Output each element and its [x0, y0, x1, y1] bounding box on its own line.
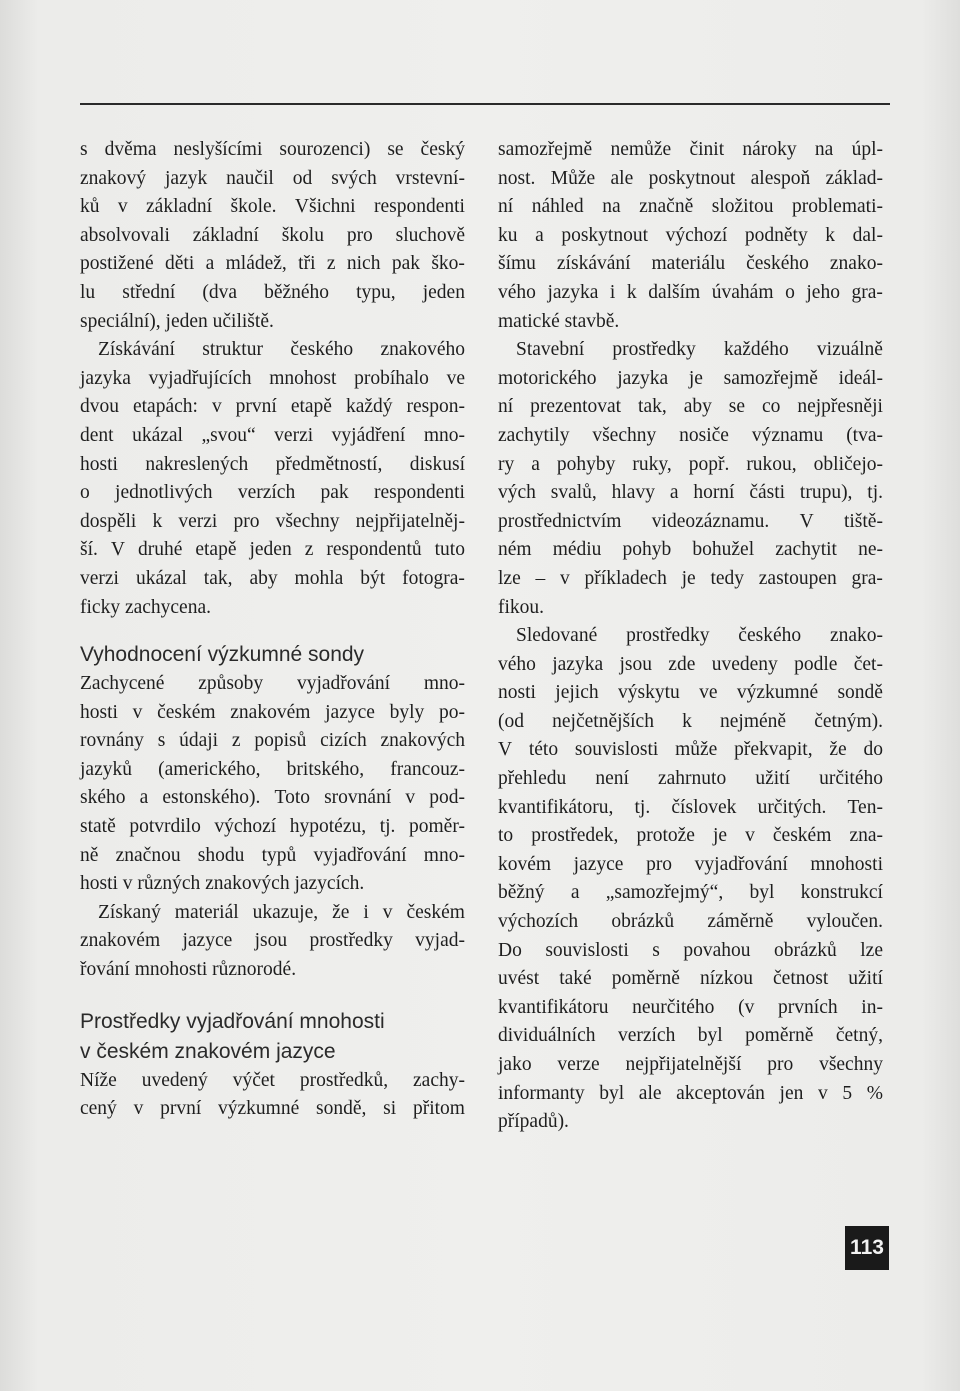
text-line: Do souvislosti s povahou obrázků lze [498, 939, 883, 961]
text-line: Sledované prostředky českého znako- [516, 625, 883, 647]
paragraph [498, 336, 883, 622]
text-line: zachytily všechny nosiče významu (tva- [498, 424, 883, 446]
text-line: rovnány s údaji z popisů cizích znakových [80, 730, 465, 752]
text-line: dvou etapách: v první etapě každý respon- [80, 396, 465, 418]
text-line: ší. V druhé etapě jeden z respondentů tuto [80, 539, 465, 561]
text-line: jako verze nejpřijatelnější pro všechny [498, 1054, 883, 1075]
text-line: ků v základní škole. Všichni respondenti [80, 196, 465, 218]
paragraph [80, 336, 465, 622]
text-line: informanty byl ale akceptován jen v 5 % [498, 1082, 883, 1104]
text-line: Níže uvedený výčet prostředků, zachy- [80, 1069, 465, 1091]
section-heading: Vyhodnocení výzkumné sondy [80, 643, 365, 667]
text-line: nosti jejich výskytu ve výzkumné sondě [498, 682, 883, 704]
text-line: ní náhled na značně složitou problemati- [498, 196, 883, 218]
text-line: kvantifikátoru neurčitého (v prvních in- [498, 996, 883, 1018]
text-line: případů). [498, 1111, 569, 1133]
paragraph [498, 136, 883, 336]
text-line: absolvovali základní školu pro sluchově [80, 224, 465, 246]
text-line: ně značnou shodu typů vyjadřování mno- [80, 844, 465, 866]
text-line: ry a pohyby ruky, popř. rukou, obličejo- [498, 453, 883, 475]
section-heading-line: Prostředky vyjadřování mnohosti [80, 1009, 385, 1033]
text-line: o jednotlivých verzích pak respondenti [80, 482, 465, 504]
text-line: šímu získávání materiálu českého znako- [498, 253, 883, 275]
text-line: uvést také poměrně nízkou četnost užití [498, 968, 883, 990]
text-line: jazyků (amerického, britského, francouz- [80, 758, 465, 780]
text-line: cený v první výzkumné sondě, si přitom [80, 1098, 465, 1120]
text-line: matické stavbě. [498, 310, 620, 332]
header-rule [80, 103, 890, 105]
text-line: lze – v příkladech je tedy zastoupen gra- [498, 567, 883, 589]
text-line: Získávání struktur českého znakového [98, 339, 465, 361]
text-line: V této souvislosti může překvapit, že do [498, 739, 883, 761]
text-line: (od nejčetnějších k nejméně četným). [498, 710, 883, 732]
text-line: přehledu není zahrnuto užití určitého [498, 768, 883, 790]
left-column [80, 136, 465, 1124]
paragraph [80, 136, 465, 336]
text-line: znakovém jazyce jsou prostředky vyjad- [80, 930, 465, 952]
text-line: statě potvrdilo výchozí hypotézu, tj. poměr- [80, 816, 465, 838]
text-line: kovém jazyce pro vyjadřování mnohosti [498, 853, 883, 875]
text-line: vých svalů, hlavy a horní části trupu), tj. [498, 482, 883, 504]
text-line: kvantifikátoru, tj. číslovek určitých. Ten- [498, 796, 883, 818]
page-number: 113 [845, 1226, 889, 1270]
text-line: ku a poskytnout výchozí podněty k dal- [498, 224, 883, 246]
text-line: ném médiu pohyb bohužel zachytit ne- [498, 539, 883, 561]
text-line: dospěli k verzi pro všechny nejpřijatelněj- [80, 510, 465, 532]
text-line: nost. Může ale poskytnout alespoň základ- [498, 167, 883, 189]
text-line: znakový jazyk naučil od svých vrstevní- [80, 167, 465, 189]
text-line: ského a estonského). Toto srovnání v pod- [80, 787, 465, 809]
text-line: lu střední (dva běžného typu, jeden [80, 281, 465, 303]
text-line: verzi ukázal tak, aby mohla být fotogra- [80, 567, 465, 589]
text-line: řování mnohosti různorodé. [80, 959, 297, 981]
paragraph [498, 622, 883, 1137]
paragraph [80, 899, 465, 985]
text-line: Stavební prostředky každého vizuálně [516, 339, 883, 361]
text-line: výchozích obrázků záměrně vyloučen. [498, 911, 883, 933]
text-line: postižené děti a mládež, tři z nich pak ško- [80, 253, 465, 275]
text-line: dividuálních verzích byl poměrně četný, [498, 1025, 883, 1047]
text-line: Zachycené způsoby vyjadřování mno- [80, 673, 465, 695]
text-line: Získaný materiál ukazuje, že i v českém [98, 901, 465, 923]
text-line: dent ukázal „svou“ verzi vyjádření mno- [80, 424, 465, 446]
text-line: prostřednictvím videozáznamu. V tiště- [498, 510, 883, 532]
right-column [498, 136, 883, 1137]
text-line: speciální), jeden učiliště. [80, 310, 274, 332]
text-line: to prostředek, protože je v českém zna- [498, 825, 883, 847]
text-line: vého jazyka i k dalším úvahám o jeho gra- [498, 281, 883, 303]
paragraph [80, 670, 465, 899]
text-line: vého jazyka jsou zde uvedeny podle čet- [498, 653, 883, 675]
text-line: s dvěma neslyšícími sourozenci) se český [80, 139, 465, 160]
paragraph [80, 1067, 465, 1124]
text-line: fikou. [498, 596, 545, 618]
text-line: hosti v českém znakovém jazyce byly po- [80, 701, 465, 723]
text-line: hosti nakreslených předmětností, diskusí [80, 453, 465, 475]
text-line: jazyka vyjadřujících mnohost probíhalo ve [80, 367, 465, 389]
text-line: ficky zachycena. [80, 596, 211, 618]
text-line: hosti v různých znakových jazycích. [80, 873, 365, 895]
text-line: ní prezentovat tak, aby se co nejpřesněji [498, 396, 883, 418]
text-line: samozřejmě nemůže činit nároky na úpl- [498, 139, 883, 160]
text-line: běžný a „samozřejmý“, byl konstrukcí [498, 882, 883, 904]
text-line: motorického jazyka je samozřejmě ideál- [498, 367, 883, 389]
section-heading-line: v českém znakovém jazyce [80, 1039, 336, 1063]
